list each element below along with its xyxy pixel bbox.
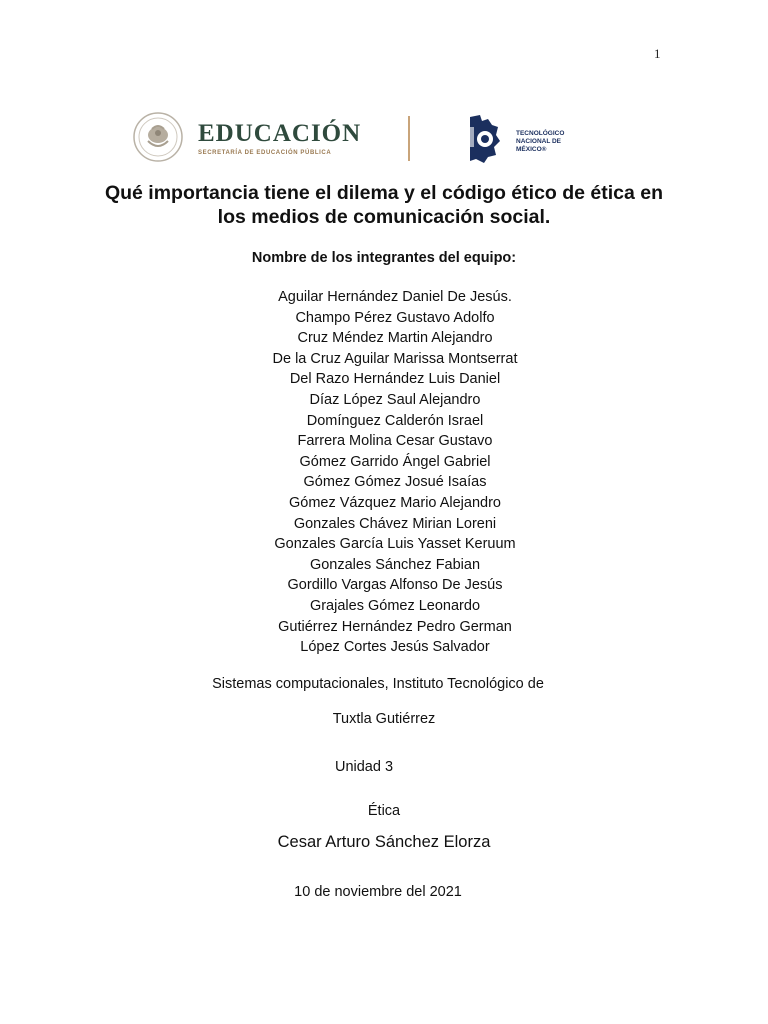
title-line1: Qué importancia tiene el dilema y el código ético de ética en: [104, 182, 664, 204]
page-number: 1: [654, 46, 661, 61]
member-name: Farrera Molina Cesar Gustavo: [297, 433, 493, 450]
member-name: Gómez Vázquez Mario Alejandro: [289, 494, 501, 511]
member-name: Gonzales Sánchez Fabian: [309, 556, 481, 573]
tecnm-label: [516, 130, 586, 154]
member-name: De la Cruz Aguilar Marissa Montserrat: [272, 350, 518, 367]
member-name: Domínguez Calderón Israel: [306, 412, 484, 429]
logo-divider: [408, 116, 410, 161]
member-name: Gómez Garrido Ángel Gabriel: [299, 453, 491, 470]
teacher-name: Cesar Arturo Sánchez Elorza: [277, 833, 491, 851]
members-list: [84, 287, 706, 658]
member-name: Grajales Gómez Leonardo: [309, 597, 481, 614]
document-title: [84, 181, 684, 229]
member-name: Gómez Gómez Josué Isaías: [303, 474, 487, 491]
logo-header: [0, 108, 768, 168]
institution-line2: Tuxtla Gutiérrez: [332, 711, 436, 727]
tecnm-gear-emblem-icon: [466, 113, 500, 163]
title-line2: los medios de comunicación social.: [217, 206, 551, 228]
member-name: Gonzales Chávez Mirian Loreni: [293, 515, 497, 532]
document-date: 10 de noviembre del 2021: [294, 884, 462, 900]
team-heading: Nombre de los integrantes del equipo:: [251, 250, 517, 266]
member-name: Champo Pérez Gustavo Adolfo: [295, 309, 495, 326]
tecnm-line1: TECNOLÓGICO: [516, 130, 565, 137]
member-name: Gutiérrez Hernández Pedro German: [278, 618, 512, 635]
member-name: Del Razo Hernández Luis Daniel: [289, 371, 501, 388]
sep-wordmark: EDUCACIÓN: [198, 120, 362, 147]
member-name: Cruz Méndez Martin Alejandro: [297, 330, 493, 347]
sep-subtitle: SECRETARÍA DE EDUCACIÓN PÚBLICA: [198, 150, 332, 156]
subject-label: Ética: [367, 803, 401, 819]
member-name: Gordillo Vargas Alfonso De Jesús: [287, 577, 503, 594]
institution-line1: Sistemas computacionales, Instituto Tecnológico de: [212, 676, 544, 692]
member-name: Díaz López Saul Alejandro: [309, 391, 481, 408]
member-name: Gonzales García Luis Yasset Keruum: [274, 536, 516, 553]
unit-label: Unidad 3: [334, 759, 394, 775]
tecnm-line2: NACIONAL DE MÉXICO®: [516, 138, 562, 153]
mexican-coat-of-arms-seal-icon: [132, 111, 184, 163]
member-name: Aguilar Hernández Daniel De Jesús.: [278, 289, 512, 305]
member-name: López Cortes Jesús Salvador: [300, 639, 490, 656]
